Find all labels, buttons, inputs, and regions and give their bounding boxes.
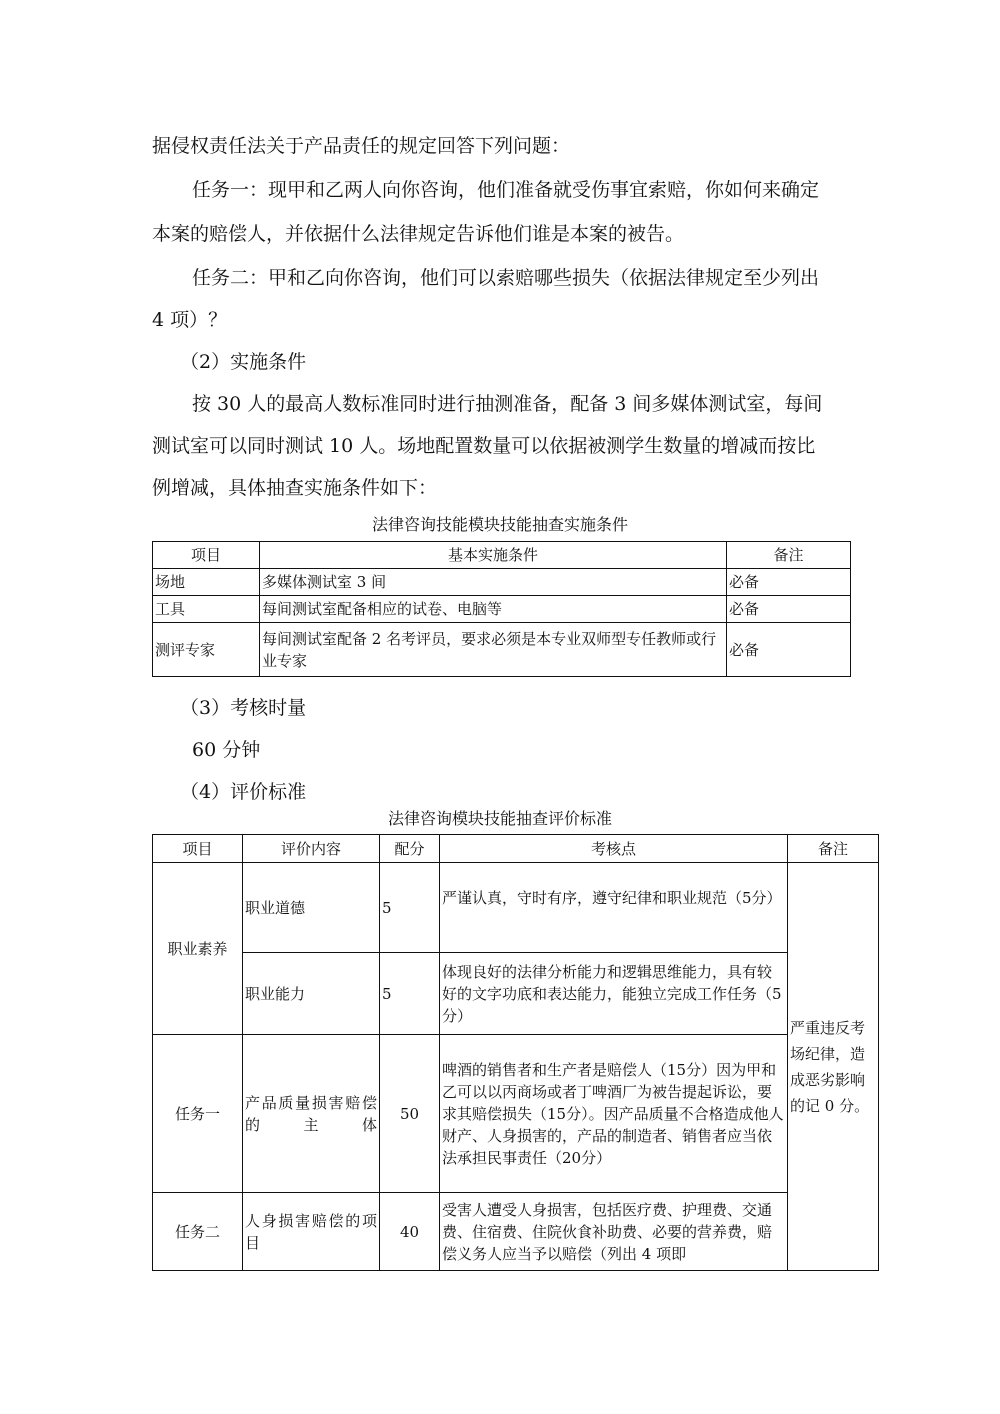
section-heading-conditions: （2）实施条件 bbox=[180, 351, 307, 373]
task2-line2: 4 项）？ bbox=[152, 309, 228, 331]
table-cell: 工具 bbox=[153, 596, 260, 623]
table2-header-point: 考核点 bbox=[440, 835, 788, 863]
table-cell: 40 bbox=[380, 1193, 440, 1271]
intro-paragraph: 据侵权责任法关于产品责任的规定回答下列问题： bbox=[152, 135, 571, 157]
table-cell: 任务二 bbox=[153, 1193, 243, 1271]
table-cell: 严谨认真，守时有序，遵守纪律和职业规范（5分） bbox=[440, 863, 788, 953]
table1-header-condition: 基本实施条件 bbox=[260, 542, 727, 569]
table-cell: 职业道德 bbox=[243, 863, 380, 953]
conditions-line2: 测试室可以同时测试 10 人。场地配置数量可以依据被测学生数量的增减而按比 bbox=[152, 435, 816, 457]
table1-header-note: 备注 bbox=[727, 542, 851, 569]
table-cell: 必备 bbox=[727, 623, 851, 677]
table-cell: 50 bbox=[380, 1035, 440, 1193]
table-cell: 啤酒的销售者和生产者是赔偿人（15分）因为甲和乙可以以丙商场或者丁啤酒厂为被告提起诉讼，要求其赔偿损失（15分）。因产品质量不合格造成他人财产、人身损害的，产品的制造者、销售者应当依法承担民事责任（20分） bbox=[440, 1035, 788, 1193]
conditions-line3: 例增减，具体抽查实施条件如下： bbox=[152, 477, 438, 499]
table-cell: 体现良好的法律分析能力和逻辑思维能力，具有较好的文字功底和表达能力，能独立完成工作任务（5分） bbox=[440, 953, 788, 1035]
exam-duration: 60 分钟 bbox=[192, 739, 261, 761]
table2-header-item: 项目 bbox=[153, 835, 243, 863]
table-cell: 5 bbox=[380, 953, 440, 1035]
table-cell: 场地 bbox=[153, 569, 260, 596]
table2-header-score: 配分 bbox=[380, 835, 440, 863]
table-cell: 受害人遭受人身损害，包括医疗费、护理费、交通费、住宿费、住院伙食补助费、必要的营养费，赔偿义务人应当予以赔偿（列出 4 项即 bbox=[440, 1193, 788, 1271]
table-cell: 产品质量损害赔偿的主体 bbox=[243, 1035, 380, 1193]
table2-header-content: 评价内容 bbox=[243, 835, 380, 863]
table-cell: 职业素养 bbox=[153, 863, 243, 1035]
table-cell: 多媒体测试室 3 间 bbox=[260, 569, 727, 596]
task1-line1: 任务一：现甲和乙两人向你咨询，他们准备就受伤事宜索赔，你如何来确定 bbox=[192, 179, 820, 201]
section-heading-time: （3）考核时量 bbox=[180, 697, 307, 719]
table2-header-note: 备注 bbox=[788, 835, 879, 863]
table1-caption: 法律咨询技能模块技能抽查实施条件 bbox=[371, 515, 628, 534]
table-cell: 每间测试室配备相应的试卷、电脑等 bbox=[260, 596, 727, 623]
criteria-table bbox=[152, 834, 879, 1271]
task2-line1: 任务二：甲和乙向你咨询，他们可以索赔哪些损失（依据法律规定至少列出 bbox=[192, 267, 820, 289]
table-cell: 每间测试室配备 2 名考评员，要求必须是本专业双师型专任教师或行业专家 bbox=[260, 623, 727, 677]
section-heading-criteria: （4）评价标准 bbox=[180, 781, 307, 803]
table-cell: 5 bbox=[380, 863, 440, 953]
table1-header-item: 项目 bbox=[153, 542, 260, 569]
table-cell: 必备 bbox=[727, 569, 851, 596]
table2-caption: 法律咨询模块技能抽查评价标准 bbox=[387, 809, 612, 828]
conditions-table bbox=[152, 541, 851, 677]
table-cell: 测评专家 bbox=[153, 623, 260, 677]
table-cell: 职业能力 bbox=[243, 953, 380, 1035]
table-cell: 任务一 bbox=[153, 1035, 243, 1193]
table-cell: 严重违反考场纪律，造成恶劣影响的记 0 分。 bbox=[788, 863, 879, 1271]
table-cell: 必备 bbox=[727, 596, 851, 623]
conditions-line1: 按 30 人的最高人数标准同时进行抽测准备，配备 3 间多媒体测试室，每间 bbox=[192, 393, 823, 415]
table-cell: 人身损害赔偿的项目 bbox=[243, 1193, 380, 1271]
task1-line2: 本案的赔偿人，并依据什么法律规定告诉他们谁是本案的被告。 bbox=[152, 223, 685, 245]
